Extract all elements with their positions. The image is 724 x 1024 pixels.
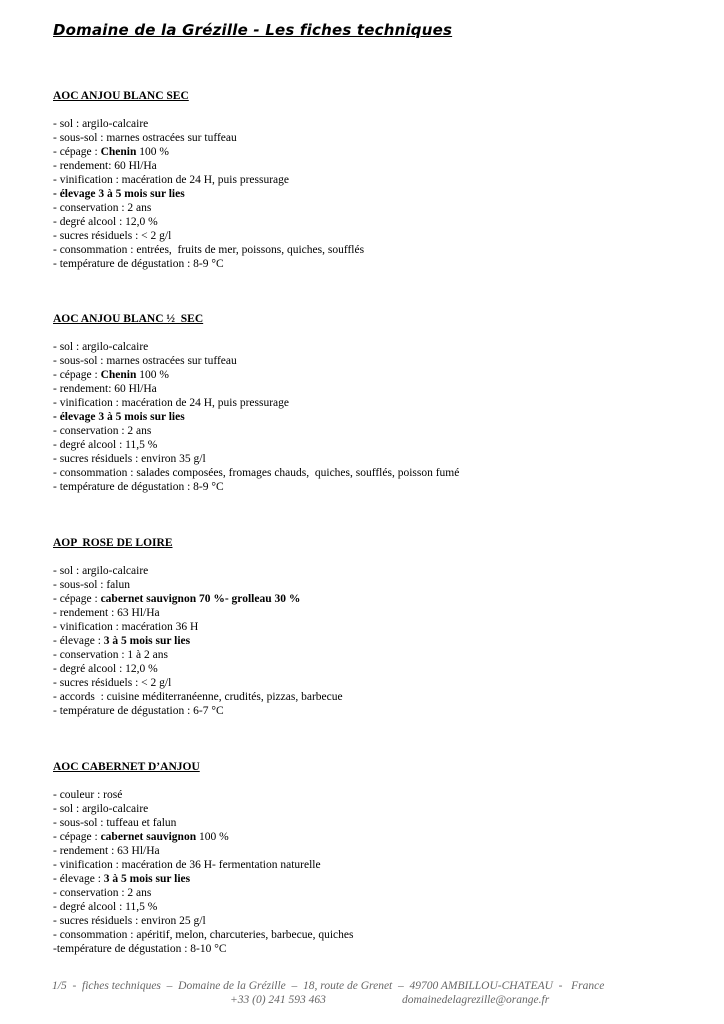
spec-line-pre: - sucres résiduels : environ 35 g/l (53, 453, 206, 465)
spec-line (53, 914, 353, 928)
spec-line-pre: - cépage : (53, 831, 101, 843)
spec-line (53, 704, 343, 718)
spec-line (53, 928, 353, 942)
spec-line-pre: - vinification : macération de 24 H, puis pressurage (53, 174, 289, 186)
spec-line (53, 634, 343, 648)
spec-line (53, 382, 459, 396)
spec-line-bold: cabernet sauvignon (100, 831, 197, 843)
spec-line-pre: - conservation : 2 ans (53, 887, 152, 899)
spec-line (53, 662, 343, 676)
spec-line (53, 396, 459, 410)
spec-line (53, 257, 364, 271)
spec-line (53, 620, 343, 634)
spec-line (53, 215, 364, 229)
spec-line (53, 564, 343, 578)
spec-line (53, 452, 459, 466)
spec-line-bold: Chenin (100, 146, 137, 158)
spec-line-pre: - sol : argilo-calcaire (53, 803, 149, 815)
spec-line-pre: -température de dégustation : 8-10 °C (53, 943, 227, 955)
spec-line-pre: - conservation : 2 ans (53, 425, 152, 437)
section-title: AOC ANJOU BLANC ½ SEC (53, 313, 204, 325)
spec-line (53, 466, 459, 480)
wine-section (53, 312, 459, 494)
spec-line (53, 816, 353, 830)
spec-line-pre: - couleur : rosé (53, 789, 123, 801)
section-title: AOP ROSE DE LOIRE (53, 537, 173, 549)
spec-line (53, 480, 459, 494)
spec-line-pre: - vinification : macération de 24 H, puis pressurage (53, 397, 289, 409)
document-title: Domaine de la Grézille - Les fiches techniques (53, 21, 453, 39)
spec-line-pre: - degré alcool : 11,5 % (53, 439, 158, 451)
spec-line-pre: - degré alcool : 12,0 % (53, 663, 158, 675)
spec-line-pre: - sous-sol : tuffeau et falun (53, 817, 177, 829)
spec-line (53, 173, 364, 187)
spec-line (53, 410, 459, 424)
spec-line (53, 424, 459, 438)
spec-line-pre: - vinification : macération de 36 H- fermentation naturelle (53, 859, 321, 871)
section-title: AOC CABERNET D’ANJOU (53, 761, 200, 773)
spec-line (53, 886, 353, 900)
spec-line-pre: - élevage : (53, 873, 104, 885)
spec-line-pre: - élevage : (53, 635, 104, 647)
spec-line (53, 690, 343, 704)
spec-line (53, 788, 353, 802)
spec-line (53, 340, 459, 354)
spec-line-pre: - sucres résiduels : < 2 g/l (53, 677, 172, 689)
spec-line (53, 145, 364, 159)
spec-line-bold: 3 à 5 mois sur lies (103, 635, 191, 647)
footer-phone: +33 (0) 241 593 463 (230, 994, 326, 1006)
spec-line-pre: - rendement : 63 Hl/Ha (53, 607, 160, 619)
spec-line-pre: - sucres résiduels : environ 25 g/l (53, 915, 206, 927)
spec-line (53, 354, 459, 368)
spec-line-pre: - température de dégustation : 6-7 °C (53, 705, 224, 717)
spec-line-bold: cabernet sauvignon 70 %- grolleau 30 % (100, 593, 301, 605)
spec-line-pre: - sol : argilo-calcaire (53, 118, 149, 130)
spec-line-pre: - rendement: 60 Hl/Ha (53, 383, 157, 395)
spec-line (53, 368, 459, 382)
spec-line (53, 592, 343, 606)
spec-line-pre: - température de dégustation : 8-9 °C (53, 258, 224, 270)
spec-line (53, 830, 353, 844)
spec-line (53, 872, 353, 886)
wine-section (53, 760, 353, 956)
spec-line-pre: - cépage : (53, 146, 101, 158)
spec-line (53, 802, 353, 816)
spec-line-pre: - cépage : (53, 369, 101, 381)
spec-line-pre: - cépage : (53, 593, 101, 605)
spec-line (53, 159, 364, 173)
spec-line-post: 100 % (136, 369, 169, 381)
spec-line (53, 578, 343, 592)
spec-line (53, 676, 343, 690)
spec-line-pre: - consommation : salades composées, fromages chauds, quiches, soufflés, poisson fumé (53, 467, 460, 479)
spec-line (53, 187, 364, 201)
spec-line-bold: 3 à 5 mois sur lies (103, 873, 191, 885)
spec-line-pre: - conservation : 2 ans (53, 202, 152, 214)
wine-section (53, 536, 343, 718)
spec-line-pre: - sous-sol : marnes ostracées sur tuffeau (53, 355, 237, 367)
spec-line-post: 100 % (196, 831, 229, 843)
spec-line-pre: - degré alcool : 11,5 % (53, 901, 158, 913)
spec-line-pre: - rendement : 63 Hl/Ha (53, 845, 160, 857)
spec-line-pre: - degré alcool : 12,0 % (53, 216, 158, 228)
spec-line (53, 900, 353, 914)
spec-line-post: 100 % (136, 146, 169, 158)
spec-line-pre: - vinification : macération 36 H (53, 621, 199, 633)
spec-line-pre: - sous-sol : marnes ostracées sur tuffeau (53, 132, 237, 144)
spec-line (53, 844, 353, 858)
spec-line (53, 606, 343, 620)
spec-line-pre: - sucres résiduels : < 2 g/l (53, 230, 172, 242)
spec-line-bold: - élevage 3 à 5 mois sur lies (53, 188, 185, 200)
spec-line-pre: - consommation : apéritif, melon, charcuteries, barbecue, quiches (53, 929, 354, 941)
spec-line (53, 438, 459, 452)
spec-line (53, 858, 353, 872)
spec-line-pre: - rendement: 60 Hl/Ha (53, 160, 157, 172)
spec-line (53, 201, 364, 215)
spec-line (53, 229, 364, 243)
spec-line-pre: - consommation : entrées, fruits de mer, poissons, quiches, soufflés (53, 244, 365, 256)
spec-line-pre: - sol : argilo-calcaire (53, 341, 149, 353)
spec-line (53, 117, 364, 131)
section-title: AOC ANJOU BLANC SEC (53, 90, 189, 102)
footer-address: 1/5 - fiches techniques – Domaine de la Grézille – 18, route de Grenet – 49700 AMBILLOU-CHATEAU - France (52, 980, 605, 992)
spec-line-pre: - conservation : 1 à 2 ans (53, 649, 168, 661)
spec-line-bold: Chenin (100, 369, 137, 381)
spec-line-pre: - température de dégustation : 8-9 °C (53, 481, 224, 493)
spec-line (53, 243, 364, 257)
wine-section (53, 89, 364, 271)
spec-line (53, 942, 353, 956)
spec-line-pre: - accords : cuisine méditerranéenne, crudités, pizzas, barbecue (53, 691, 343, 703)
spec-line-pre: - sous-sol : falun (53, 579, 130, 591)
spec-line (53, 131, 364, 145)
footer-email[interactable]: domainedelagrezille@orange.fr (402, 994, 550, 1006)
spec-line (53, 648, 343, 662)
spec-line-pre: - sol : argilo-calcaire (53, 565, 149, 577)
spec-line-bold: - élevage 3 à 5 mois sur lies (53, 411, 185, 423)
